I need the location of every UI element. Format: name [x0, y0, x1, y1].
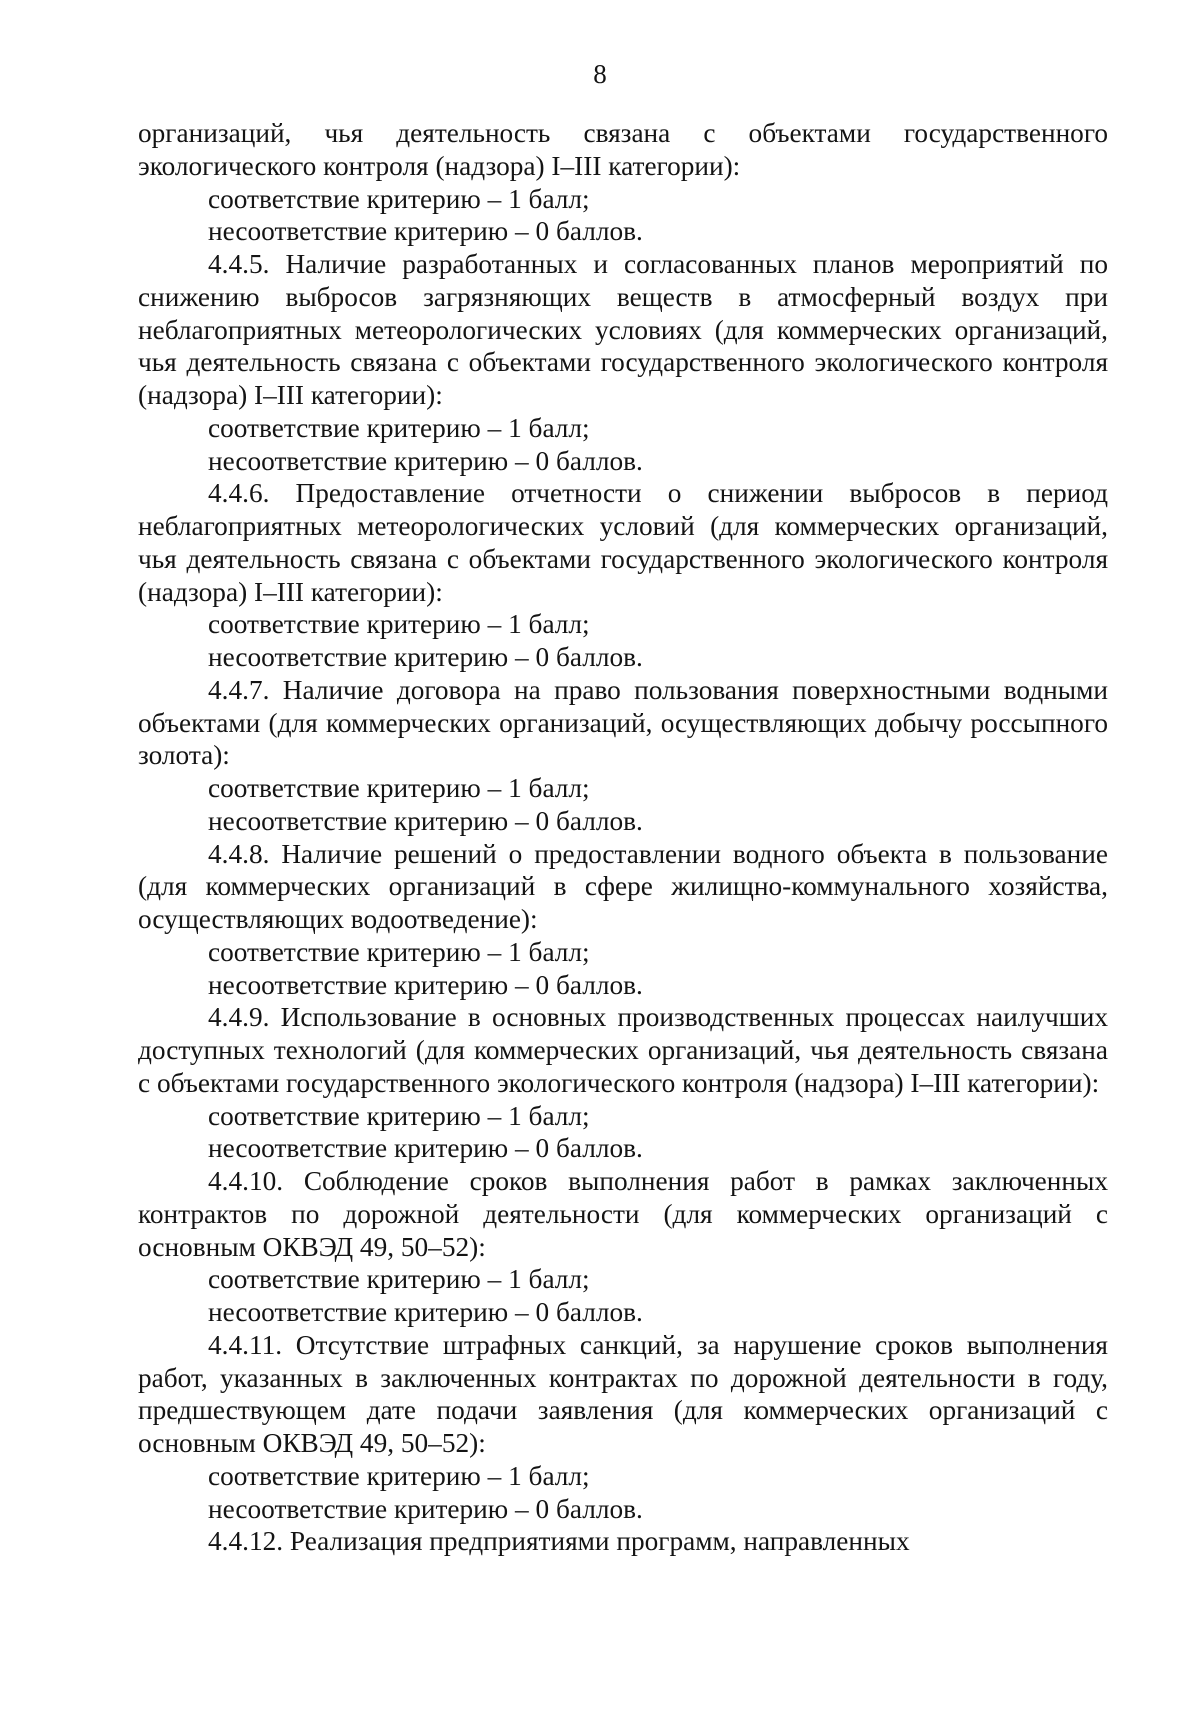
option-compliance: соответствие критерию – 1 балл; — [208, 936, 590, 967]
option-noncompliance: несоответствие критерию – 0 баллов. — [208, 642, 643, 672]
option-compliance: соответствие критерию – 1 балл; — [208, 773, 590, 803]
option-compliance: соответствие критерию – 1 балл; — [208, 609, 590, 640]
clause-4-4-6: 4.4.6. Предоставление отчетности о снижении выбросов в период неблагоприятных метеорологических условий (для коммерческих организаций, чья деятельность связана с объектами государственного экологического контроля (надзора) I–III категории): — [138, 478, 1108, 607]
clause-4-4-9: 4.4.9. Использование в основных производственных процессах наилучших доступных технологий (для коммерческих организаций, чья деятельность связана с объектами государственного экологического контроля (надзора) I–III категории): — [138, 1002, 1108, 1098]
option-noncompliance: несоответствие критерию – 0 баллов. — [208, 445, 643, 476]
option-compliance: соответствие критерию – 1 балл; — [208, 1264, 590, 1295]
option-compliance: соответствие критерию – 1 балл; — [208, 1460, 590, 1491]
option-noncompliance: несоответствие критерию – 0 баллов. — [208, 1133, 643, 1164]
paragraph-continuation: организаций, чья деятельность связана с объектами государственного экологического контроля (надзора) I–III категории): — [138, 118, 1108, 181]
clause-4-4-8: 4.4.8. Наличие решений о предоставлении водного объекта в пользование (для коммерческих организаций в сфере жилищно-коммунального хозяйства, осуществляющих водоотведение): — [138, 838, 1108, 934]
option-compliance: соответствие критерию – 1 балл; — [208, 183, 590, 214]
page-number: 8 — [593, 59, 607, 89]
option-noncompliance: несоответствие критерию – 0 баллов. — [208, 1297, 643, 1327]
option-noncompliance: несоответствие критерию – 0 баллов. — [208, 1493, 643, 1524]
option-noncompliance: несоответствие критерию – 0 баллов. — [208, 216, 643, 247]
option-noncompliance: несоответствие критерию – 0 баллов. — [208, 969, 643, 1000]
clause-4-4-11: 4.4.11. Отсутствие штрафных санкций, за нарушение сроков выполнения работ, указанных в заключенных контрактах по дорожной деятельности в году, предшествующем дате подачи заявления (для коммерческих организаций с основным ОКВЭД 49, 50–52): — [138, 1329, 1108, 1458]
clause-4-4-7: 4.4.7. Наличие договора на право пользования поверхностными водными объектами (для коммерческих организаций, осуществляющих добычу россыпного золота): — [138, 674, 1108, 771]
option-compliance: соответствие критерию – 1 балл; — [208, 412, 590, 443]
clause-4-4-10: 4.4.10. Соблюдение сроков выполнения работ в рамках заключенных контрактов по дорожной деятельности (для коммерческих организаций с основным ОКВЭД 49, 50–52): — [138, 1166, 1108, 1262]
clause-4-4-12: 4.4.12. Реализация предприятиями программ, направленных — [208, 1526, 910, 1557]
document-body — [138, 117, 1108, 1558]
option-noncompliance: несоответствие критерию – 0 баллов. — [208, 805, 643, 836]
clause-4-4-5: 4.4.5. Наличие разработанных и согласованных планов мероприятий по снижению выбросов загрязняющих веществ в атмосферный воздух при неблагоприятных метеорологических условиях (для коммерческих организаций, чья деятельность связана с объектами государственного экологического контроля (надзора) I–III категории): — [138, 249, 1108, 410]
option-compliance: соответствие критерию – 1 балл; — [208, 1100, 590, 1131]
